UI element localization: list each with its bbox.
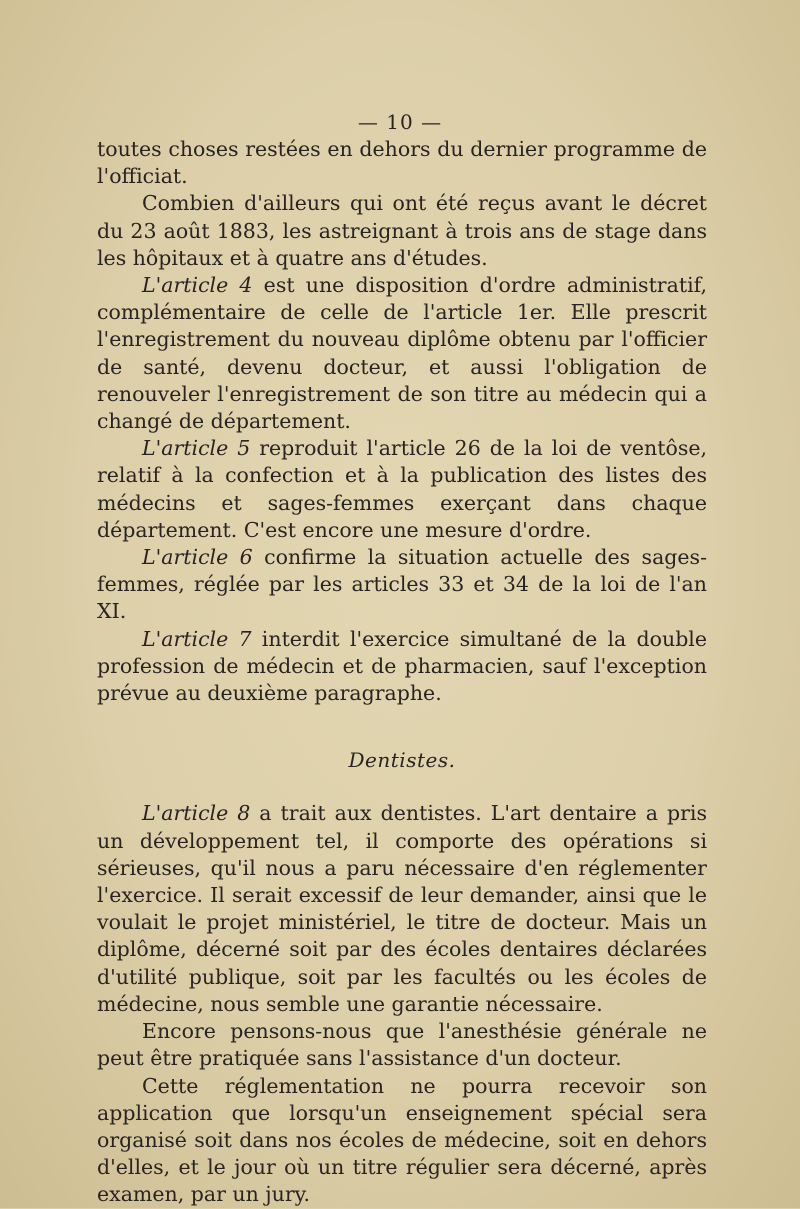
- article-4-lead: L'article 4: [142, 273, 253, 298]
- page-number: — 10 —: [357, 110, 443, 134]
- paragraph-article-7: [97, 626, 707, 708]
- article-7-lead: L'article 7: [142, 626, 252, 651]
- article-5-lead: L'article 5: [142, 436, 251, 461]
- paragraph-anesthesie: Encore pensons-nous que l'anesthésie générale ne peut être pratiquée sans l'assistance d'un docteur.: [97, 1019, 707, 1071]
- paragraph-article-8: [97, 800, 707, 1018]
- article-8-text: a trait aux dentistes. L'art dentaire a pris un développement tel, il comporte des opérations si sérieuses, qu'il nous a paru nécessaire d'en réglementer l'exercice. Il serait excessif de leur demander, ainsi que le voulait le projet ministériel, le titre de docteur. Mais un diplôme, décerné soit par des écoles dentaires déclarées d'utilité publique, soit par les facultés ou les écoles de médecine, nous semble une garantie nécessaire.: [97, 801, 707, 1016]
- article-7-text: interdit l'exercice simultané de la double profession de médecin et de pharmacien, sauf l'exception prévue au deuxième paragraphe.: [97, 626, 707, 706]
- paragraph-reglementation: Cette réglementation ne pourra recevoir son application que lorsqu'un enseignement spécial sera organisé soit dans nos écoles de médecine, soit en dehors d'elles, et le jour où un titre régulier sera décerné, après examen, par un jury.: [97, 1073, 707, 1207]
- paragraph-article-5: [97, 435, 707, 544]
- body-text: [97, 136, 707, 1209]
- article-6-text: confirme la situation actuelle des sages-femmes, réglée par les articles 33 et 34 de la loi de l'an XI.: [97, 545, 708, 624]
- article-6-lead: L'article 6: [142, 545, 253, 570]
- section-heading: Dentistes.: [348, 748, 456, 773]
- paragraph-continuation: toutes choses restées en dehors du dernier programme de l'officiat.: [97, 137, 707, 189]
- paragraph-combien: Combien d'ailleurs qui ont été reçus avant le décret du 23 août 1883, les astreignant à trois ans de stage dans les hôpitaux et à quatre ans d'études.: [97, 191, 707, 270]
- article-8-lead: L'article 8: [142, 801, 251, 826]
- article-4-text: est une disposition d'ordre administratif, complémentaire de celle de l'article 1er. Elle prescrit l'enregistrement du nouveau diplôme obtenu par l'officier de santé, devenu docteur, et aussi l'obligation de renouveler l'enregistrement de son titre au médecin qui a changé de département.: [97, 273, 707, 434]
- paragraph-article-6: [97, 544, 707, 626]
- paragraph-article-4: [97, 272, 707, 435]
- article-5-text: reproduit l'article 26 de la loi de ventôse, relatif à la confection et à la publication des listes des médecins et sages-femmes exerçant dans chaque département. C'est encore une mesure d'ordre.: [97, 436, 707, 542]
